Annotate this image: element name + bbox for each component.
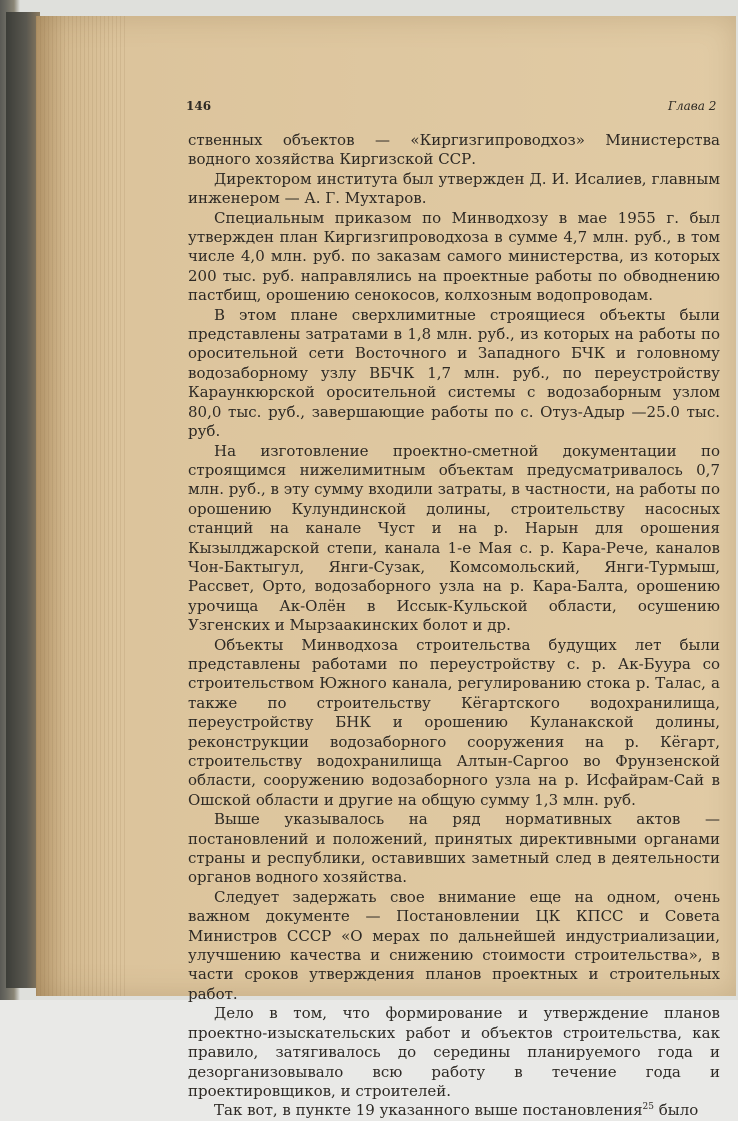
running-head: Глава 2 — [668, 99, 717, 113]
paragraph-10-tail: было — [658, 1101, 699, 1120]
page-number: 146 — [186, 99, 212, 113]
paragraph-1: ственных объектов — «Киргизгипроводхоз» Министерства водного хозяйства Киргизской ССР. — [188, 131, 720, 169]
paragraph-6: Объекты Минводхоза строительства будущих лет были представлены работами по переустройству с. р. Ак-Буура со строительством Южного канала, регулированию стока р. Талас, а также по строительству Кёгартского водохранилища, переустройству БНК и орошению Куланакской долины, реконструкции водозаборного сооружения на р. Кёгарт, строительству водохранилища Алтын-Саргоо во Фрунзенской области, сооружению водозаборного узла на р. Исфайрам-Сай в Ошской области и другие на общую сумму 1,3 млн. руб. — [188, 635, 720, 809]
paragraph-7: Выше указывалось на ряд нормативных актов — постановлений и положений, принятых директивными органами страны и республики, оставивших заметный след в деятельности органов водного хозяйства. — [188, 810, 720, 887]
paragraph-4: В этом плане сверхлимитные строящиеся объекты были представлены затратами в 1,8 млн. руб., из которых на работы по оросительной сети Восточного и Западного БЧК и головному водозаборному узлу ВБЧК 1,7 млн. руб., по переустройству Караункюрской оросительной системы с водозаборным узлом 80,0 тыс. руб., завершающие работы по с. Отуз-Адыр —25.0 тыс. руб. — [188, 305, 720, 441]
paragraph-8: Следует задержать свое внимание еще на одном, очень важном документе — Постановлении ЦК КПСС и Совета Министров СССР «О мерах по дальнейшей индустриализации, улучшению качества и снижению стоимости строительства», в части сроков утверждения планов проектных и строительных работ. — [188, 887, 720, 1003]
paragraph-3: Специальным приказом по Минводхозу в мае 1955 г. был утвержден план Киргизгипроводхоза в сумме 4,7 млн. руб., в том числе 4,0 млн. руб. по заказам самого министерства, из которых 200 тыс. руб. направлялись на проектные работы по обводнению пастбищ, орошению сенокосов, колхозным водопроводам. — [188, 208, 720, 305]
footnote-ref-25: 25 — [642, 1102, 654, 1113]
body-text — [188, 131, 720, 1121]
paragraph-10 — [188, 1101, 720, 1120]
paragraph-9: Дело в том, что формирование и утверждение планов проектно-изыскательских работ и объектов строительства, как правило, затягивалось до середины планируемого года и дезорганизовывало всю работу в течение года и проектировщиков, и строителей. — [188, 1004, 720, 1100]
book-spine-shadow — [6, 12, 40, 988]
paragraph-10-text: Так вот, в пункте 19 указанного выше постановления — [214, 1101, 643, 1120]
page-edge-texture — [36, 16, 126, 996]
paragraph-5: На изготовление проектно-сметной документации по строящимся нижелимитным объектам предусматривалось 0,7 млн. руб., в эту сумму входили затраты, в частности, на работы по орошению Кулундинской долины, строительству насосных станций на канале Чуст и на р. Нарын для орошения Кызылджарской степи, канала 1-е Мая с. р. Кара-Рече, каналов Чон-Бактыгул, Янги-Сузак, Комсомольский, Янги-Турмыш, Рассвет, Орто, водозаборного узла на р. Кара-Балта, орошению урочища Ак-Олён в Иссык-Кульской области, осушению Узгенских и Мырзаакинских болот и др. — [188, 441, 720, 635]
paragraph-2: Директором института был утвержден Д. И. Исалиев, главным инженером — А. Г. Мухтаров. — [188, 169, 720, 208]
